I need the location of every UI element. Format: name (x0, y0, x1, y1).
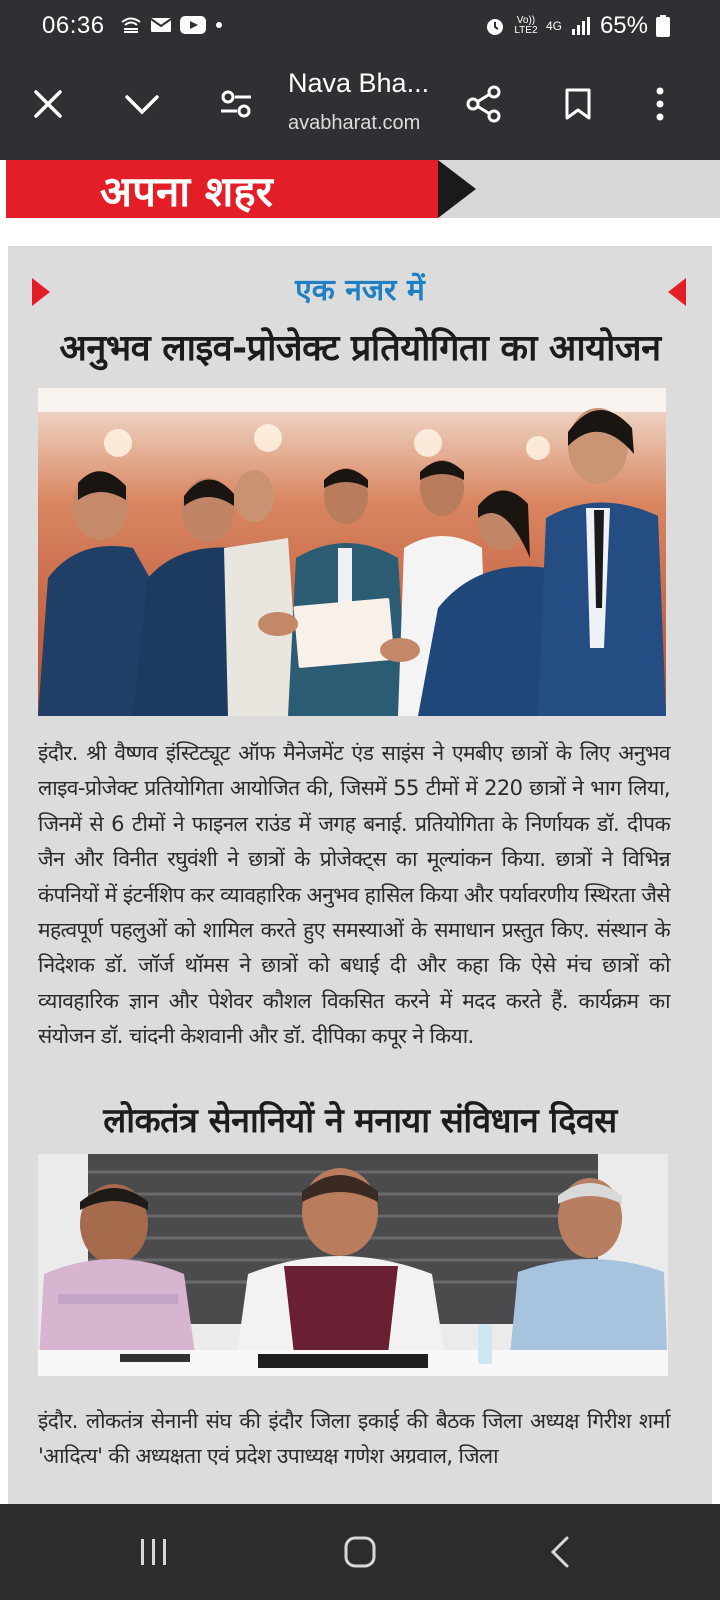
battery-percent: 65% (599, 12, 648, 39)
share-icon (465, 85, 503, 123)
section-banner-red (6, 160, 438, 218)
minimize-button[interactable] (120, 82, 164, 126)
network-gen-label: 4G (545, 19, 562, 33)
system-nav-bar (0, 1504, 720, 1600)
page-title[interactable]: Nava Bha... (288, 68, 430, 98)
youtube-icon (180, 16, 206, 34)
article-photo-group (38, 388, 666, 716)
home-icon (343, 1535, 377, 1569)
wifi-calling-icon (120, 16, 142, 34)
share-button[interactable] (462, 82, 506, 126)
article-kicker: एक नजर में (295, 273, 425, 308)
article-body-2: इंदौर. लोकतंत्र सेनानी संघ की इंदौर जिला इकाई की बैठक जिला अध्यक्ष गिरीश शर्मा 'आदित्य' की अध्यक्षता एवं प्रदेश उपाध्यक्ष गणेश अग्रवाल, जिला (38, 1409, 670, 1469)
bookmark-icon (564, 87, 592, 121)
notification-icons (120, 16, 224, 34)
article-headline-2: लोकतंत्र सेनानियों ने मनाया संविधान दिवस (103, 1101, 617, 1141)
section-banner (6, 160, 720, 218)
article-headline: अनुभव लाइव-प्रोजेक्ट प्रतियोगिता का आयोजन (59, 328, 661, 369)
article-photo-meeting (38, 1154, 668, 1376)
home-button[interactable] (332, 1524, 388, 1580)
bookmark-button[interactable] (556, 82, 600, 126)
site-settings-button[interactable] (214, 82, 258, 126)
volte-label: Vo)) LTE2 (514, 15, 538, 36)
battery-icon (656, 15, 670, 37)
close-icon (33, 89, 63, 119)
status-right (484, 12, 670, 40)
close-button[interactable] (26, 82, 70, 126)
more-vert-icon (655, 87, 665, 121)
signal-icon (570, 17, 592, 35)
browser-toolbar (0, 56, 720, 160)
more-options-button[interactable] (638, 82, 682, 126)
recents-button[interactable] (126, 1524, 182, 1580)
banner-arrow-shape (438, 160, 476, 218)
status-bar (0, 0, 720, 56)
group-photo-illustration (38, 388, 666, 716)
chevron-down-icon (124, 92, 160, 116)
alarm-icon (484, 15, 506, 37)
back-button[interactable] (532, 1524, 588, 1580)
back-icon (549, 1535, 571, 1569)
section-banner-title: अपना शहर (100, 167, 273, 216)
article-body: इंदौर. श्री वैष्णव इंस्टिट्यूट ऑफ मैनेजमेंट एंड साइंस ने एमबीए छात्रों के लिए अनुभव लाइव-प्रोजेक्ट प्रतियोगिता आयोजित की, जिसमें 55 टीमों में 220 छात्रों ने भाग लिया, जिनमें से 6 टीमों ने फाइनल राउंड में जगह बनाई. प्रतियोगिता के निर्णायक डॉ. दीपक जैन और विनीत रघुवंशी ने छात्रों के प्रोजेक्ट्स का मूल्यांकन किया. छात्रों ने विभिन्न कंपनियों में इंटर्नशिप कर व्यावहारिक अनुभव हासिल किया और पर्यावरणीय स्थिरता जैसे महत्वपूर्ण पहलुओं को शामिल करते हुए समस्याओं के समाधान प्रस्तुत किए. संस्थान के निदेशक डॉ. जॉर्ज थॉमस ने छात्रों को बधाई दी और कहा कि ऐसे मंच छात्रों को व्यावहारिक ज्ञान और पेशेवर कौशल विकसित करने में मदद करते हैं. कार्यक्रम का संयोजन डॉ. चांदनी केशवानी और डॉ. दीपिका कपूर ने किया. (38, 741, 670, 1049)
page-url[interactable]: avabharat.com (288, 112, 421, 134)
status-time: 06:36 (42, 12, 105, 39)
meeting-photo-illustration (38, 1154, 668, 1376)
dot-icon (214, 16, 224, 34)
recents-icon (138, 1537, 170, 1567)
newspaper-page[interactable] (0, 160, 720, 1504)
mail-icon (150, 16, 172, 34)
tune-icon (219, 90, 253, 118)
